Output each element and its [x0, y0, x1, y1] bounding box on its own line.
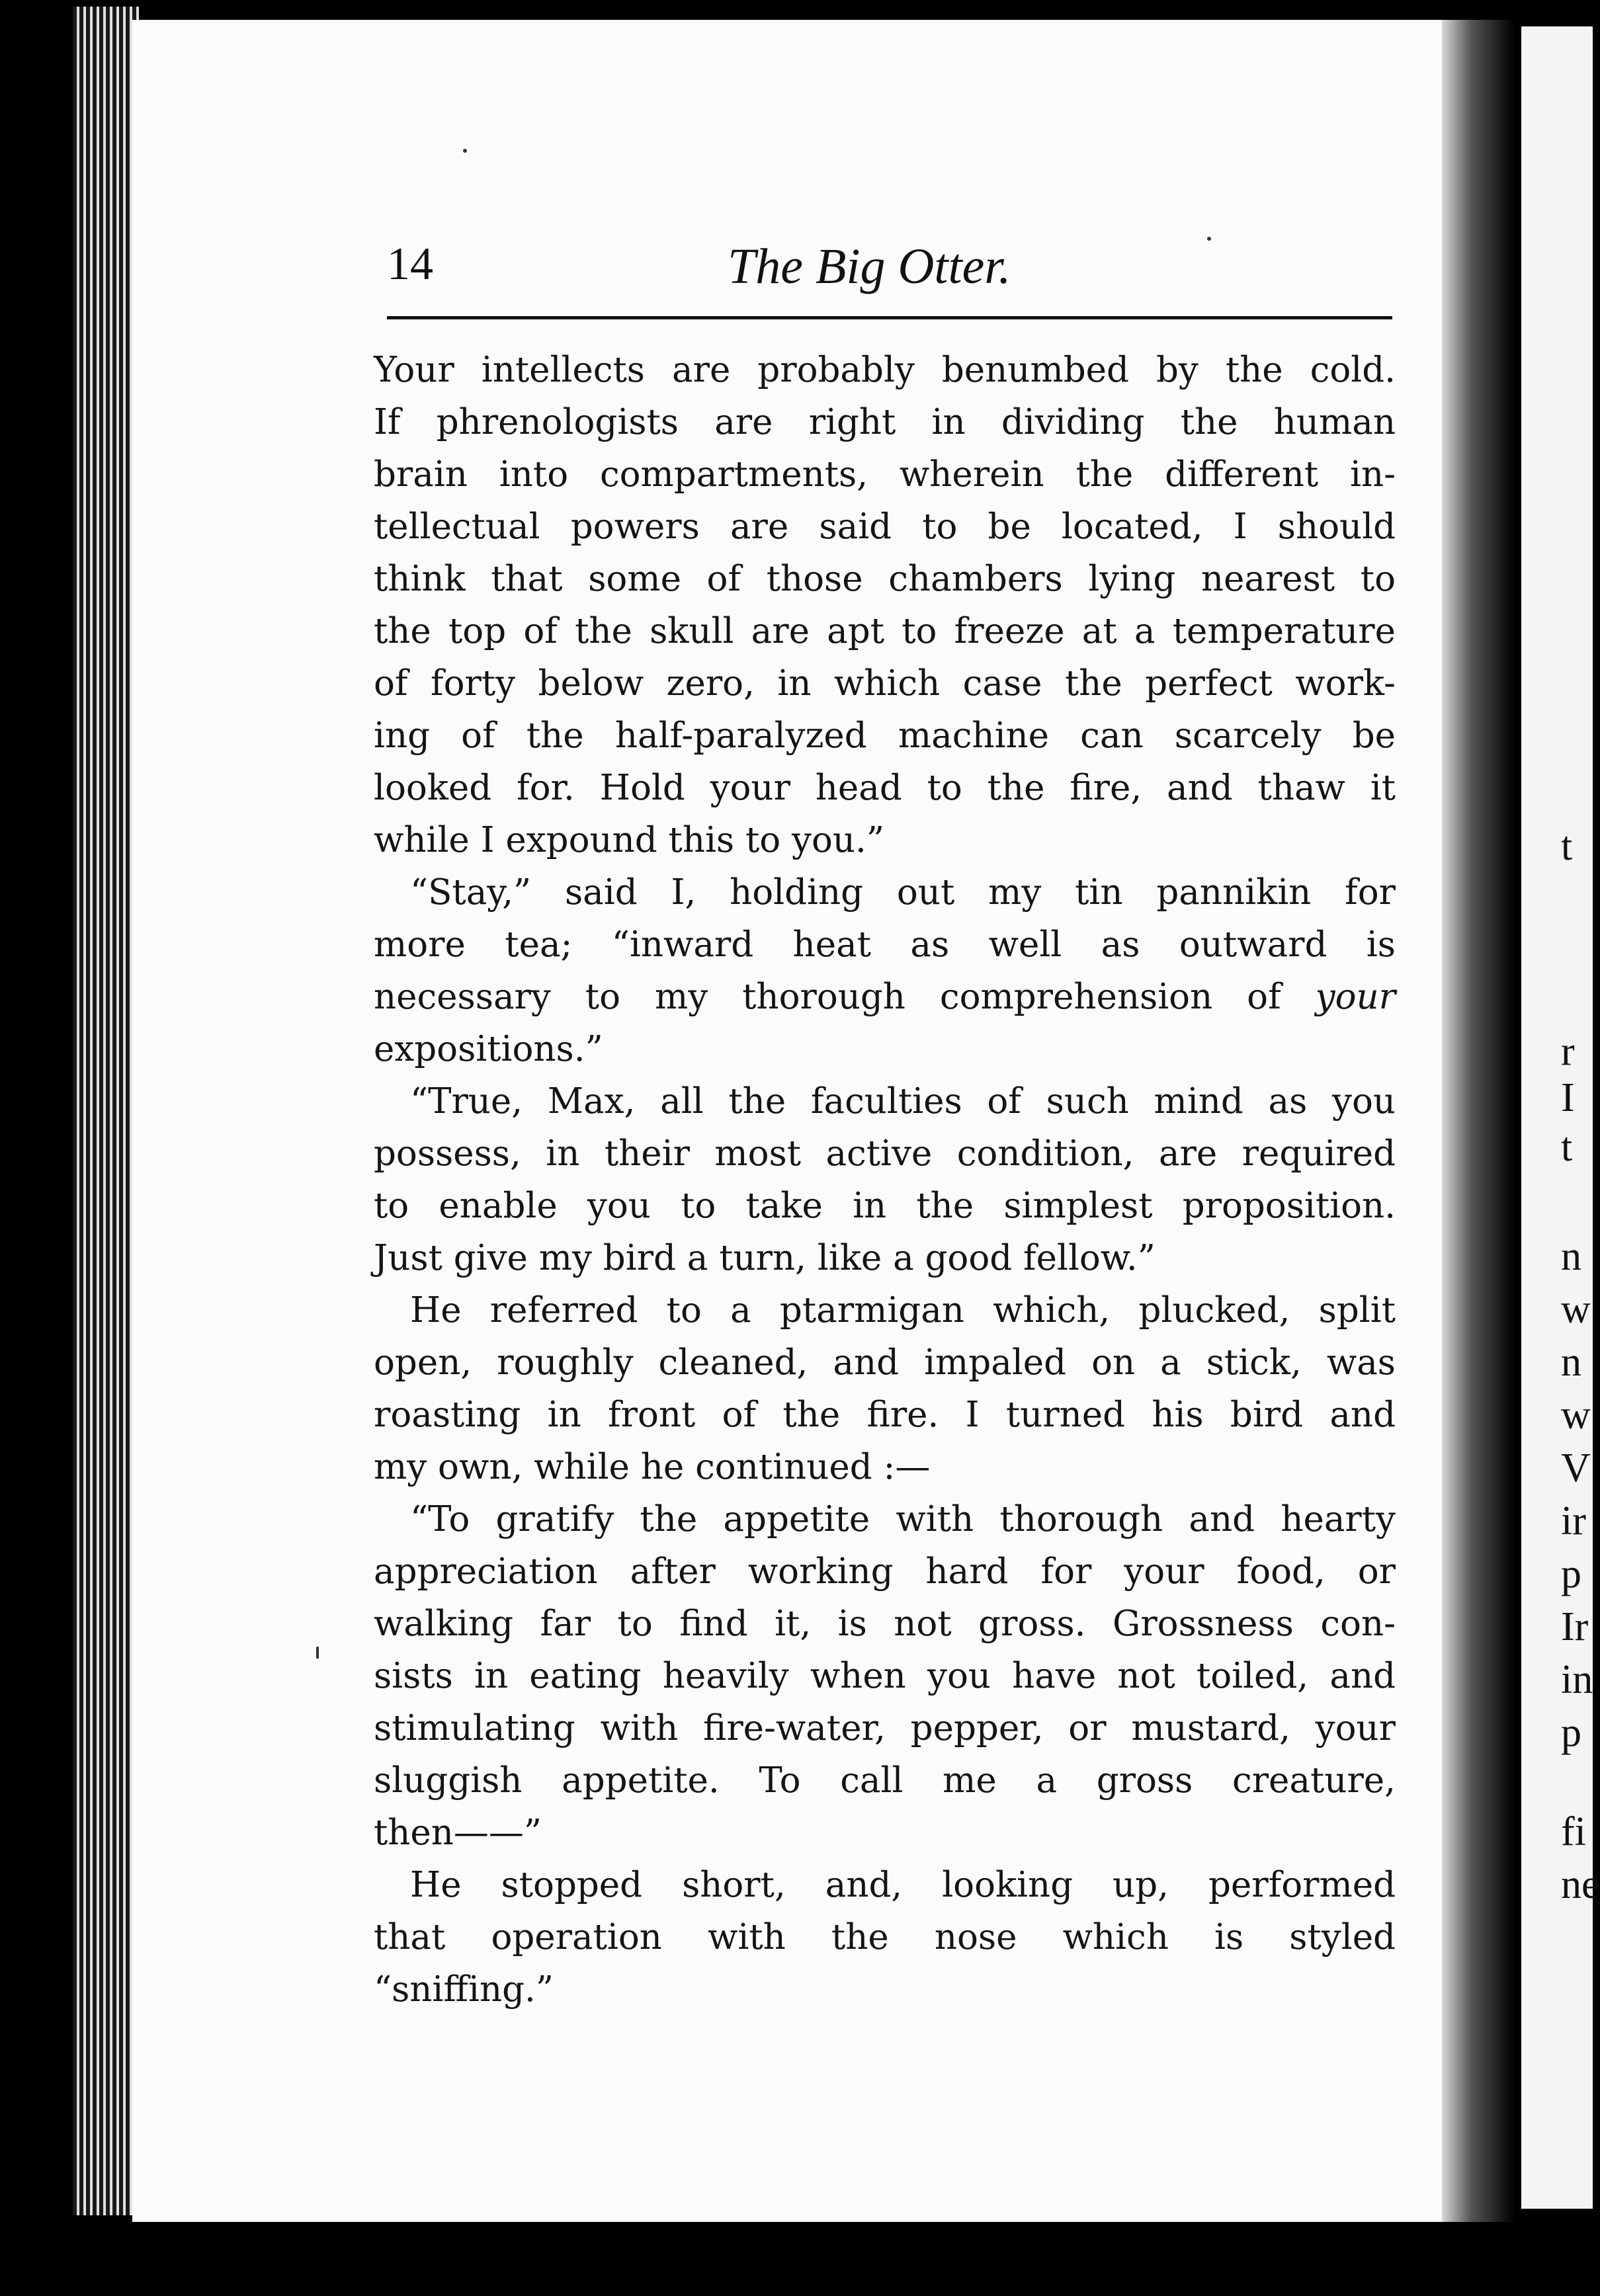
text-line: think that some of those chambers lying nearest to [374, 559, 1396, 599]
text-line: expositions.” [374, 1029, 603, 1069]
facing-fragment: V [1561, 1446, 1591, 1491]
page-edges [73, 7, 139, 2215]
text-line: sists in eating heavily when you have not toiled, and [374, 1656, 1396, 1696]
text-line: stimulating with fire-water, pepper, or mustard, your [374, 1708, 1396, 1748]
text-line: appreciation after working hard for your food, or [374, 1551, 1396, 1592]
facing-fragment: fi [1561, 1809, 1586, 1854]
text-line: then——” [374, 1813, 542, 1853]
text-line: while I expound this to you.” [374, 820, 884, 860]
text-line: “sniffing.” [374, 1969, 554, 2010]
text-line: Just give my bird a turn, like a good fellow.” [374, 1238, 1156, 1278]
paragraph [374, 1859, 1396, 2016]
text-line: tellectual powers are said to be located, I should [374, 507, 1396, 547]
header-rule [387, 316, 1392, 319]
text-line: open, roughly cleaned, and impaled on a stick, was [374, 1342, 1396, 1383]
text-line: He referred to a ptarmigan which, plucked, split [410, 1290, 1396, 1331]
text-line: necessary to my thorough comprehension of your [374, 977, 1396, 1017]
facing-fragment: in [1561, 1657, 1593, 1702]
scan-speck [1488, 1174, 1492, 1178]
text-line: my own, while he continued :— [374, 1447, 931, 1487]
running-header [387, 238, 1392, 311]
text-line: the top of the skull are apt to freeze at a temperature [374, 611, 1396, 651]
text-line: more tea; “inward heat as well as outward is [374, 924, 1396, 965]
text-line: If phrenologists are right in dividing the human [374, 402, 1396, 442]
text-line: that operation with the nose which is styled [374, 1917, 1396, 1957]
facing-fragment: p [1561, 1710, 1581, 1755]
facing-fragment: ir [1561, 1498, 1586, 1543]
facing-fragment: p [1561, 1551, 1581, 1596]
emphasis: your [1315, 977, 1396, 1017]
text-line: “Stay,” said I, holding out my tin pannikin for [410, 872, 1396, 913]
paragraph [374, 1493, 1396, 1859]
paragraph [374, 1284, 1396, 1493]
facing-fragment: t [1561, 824, 1573, 869]
facing-fragment: Ir [1561, 1604, 1589, 1649]
facing-fragment: w [1561, 1287, 1591, 1332]
gutter-shadow [1442, 20, 1515, 2222]
text-line: to enable you to take in the simplest proposition. [374, 1186, 1396, 1226]
text-line: “To gratify the appetite with thorough and hearty [410, 1499, 1396, 1539]
facing-fragment: I [1561, 1075, 1575, 1120]
paragraph [374, 1075, 1396, 1284]
facing-fragment: w [1561, 1393, 1591, 1438]
facing-fragment: r [1561, 1029, 1575, 1074]
page-number: 14 [387, 239, 433, 290]
scan-speck [463, 149, 467, 153]
text-line: looked for. Hold your head to the fire, and thaw it [374, 768, 1396, 808]
facing-fragment: t [1561, 1125, 1573, 1170]
text-line: He stopped short, and, looking up, performed [410, 1865, 1396, 1905]
text-line: sluggish appetite. To call me a gross creature, [374, 1760, 1396, 1801]
paragraph [374, 344, 1396, 866]
text-line: brain into compartments, wherein the different in- [374, 454, 1396, 495]
text-line: possess, in their most active condition, are required [374, 1133, 1396, 1174]
text-line: of forty below zero, in which case the perfect work- [374, 663, 1396, 704]
scan-speck [316, 1647, 319, 1659]
facing-fragment: n [1561, 1340, 1581, 1385]
text-line: roasting in front of the fire. I turned his bird and [374, 1395, 1396, 1435]
facing-fragment: ne [1561, 1862, 1600, 1907]
facing-fragment: n [1561, 1234, 1581, 1279]
paragraph [374, 866, 1396, 1075]
text-line: “True, Max, all the faculties of such mind as you [410, 1081, 1396, 1122]
body-text [374, 344, 1396, 2016]
text-line: walking far to find it, is not gross. Grossness con- [374, 1604, 1396, 1644]
running-title: The Big Otter. [728, 239, 1011, 294]
text-line: Your intellects are probably benumbed by the cold. [374, 350, 1396, 390]
text-line: ing of the half-paralyzed machine can scarcely be [374, 716, 1396, 756]
